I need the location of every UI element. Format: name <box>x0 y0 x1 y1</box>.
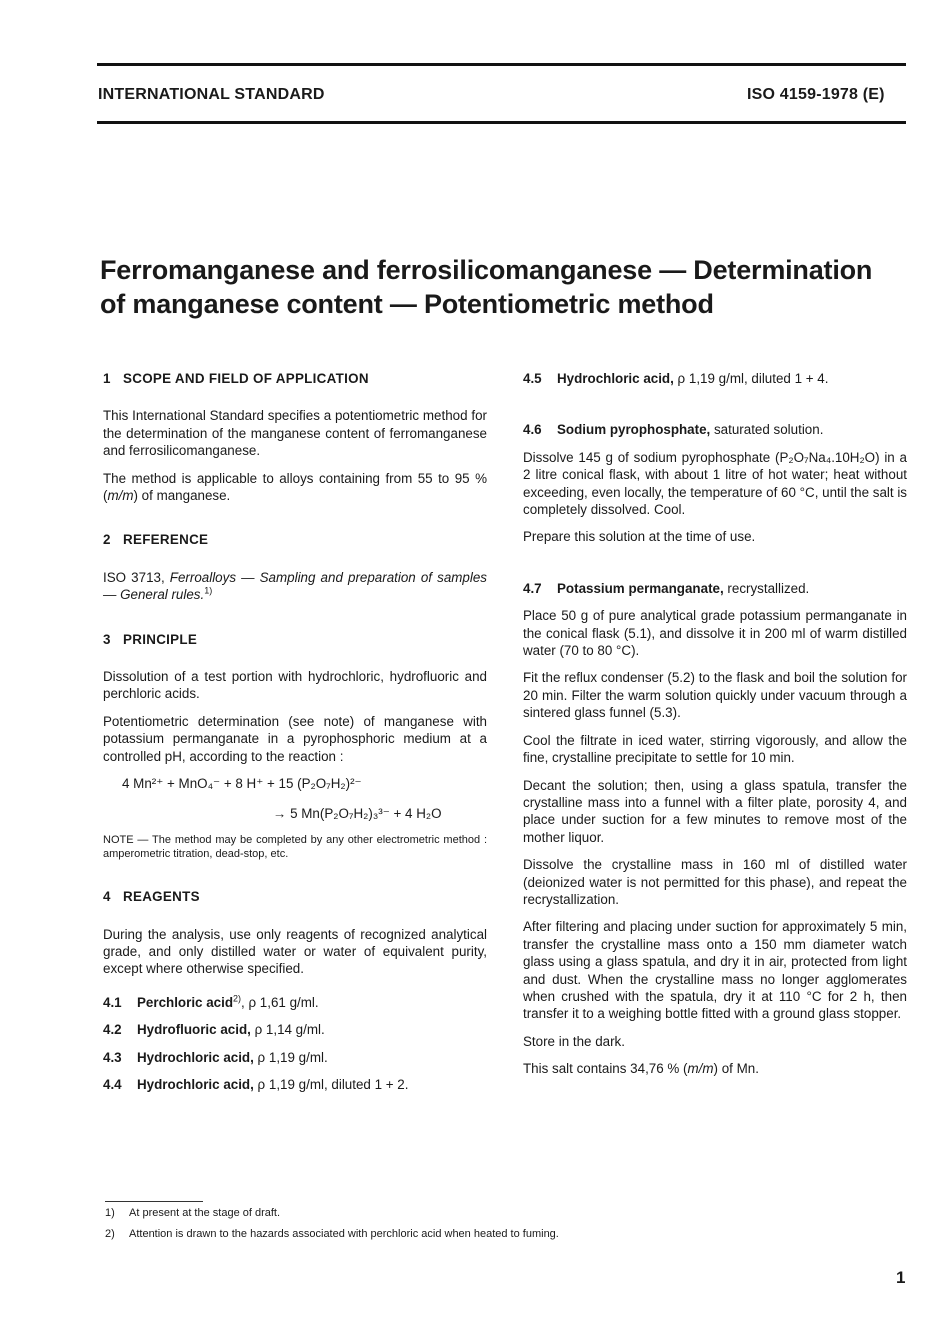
paragraph: Dissolution of a test portion with hydrochloric, hydrofluoric and perchloric acids. <box>103 669 487 702</box>
paragraph: During the analysis, use only reagents of recognized analytical grade, and only distilled water or water of equivalent purity, except where otherwise specified. <box>103 926 487 977</box>
paragraph: Dissolve the crystalline mass in 160 ml of distilled water (deionized water is not permitted for this phase), and repeat the recrystallization. <box>523 857 907 907</box>
reagent-item: 4.5 Hydrochloric acid, ρ 1,19 g/ml, diluted 1 + 4. <box>523 371 829 386</box>
reagent-item: 4.4 Hydrochloric acid, ρ 1,19 g/ml, diluted 1 + 2. <box>103 1076 409 1092</box>
reference-entry: ISO 3713, Ferroalloys — Sampling and preparation of samples — General rules.$^{1)}$ <box>103 569 487 603</box>
paragraph: Place 50 g of pure analytical grade potassium permanganate in the conical flask (5.1), and dissolve it in 200 ml of warm distilled water (70 to 80 °C). <box>523 608 907 659</box>
left-column <box>103 370 487 1120</box>
footnote-marker: 2) <box>233 993 242 1004</box>
paragraph: This salt contains 34,76 % (m/m) of Mn. <box>523 1061 759 1077</box>
note: NOTE — The method may be completed by any other electrometric method : amperometric titration, dead-stop, etc. <box>103 834 487 861</box>
equation-line-2: → 5 Mn(P₂O₇H₂)₃³⁻ + 4 H₂O <box>273 806 442 822</box>
reagent-item: 4.3 Hydrochloric acid, ρ 1,19 g/ml. <box>103 1049 328 1065</box>
paragraph: Decant the solution; then, using a glass spatula, transfer the crystalline mass into a funnel with a filter plate, porosity 4, and place under suction for a few minutes to remove most of the mother liquor. <box>523 777 907 845</box>
reagent-4-7 <box>523 580 907 1078</box>
right-column <box>523 370 907 1105</box>
paragraph: Potentiometric determination (see note) of manganese with potassium permanganate in a pyrophosphoric medium at a controlled pH, according to the reaction : <box>103 713 487 764</box>
paragraph: Prepare this solution at the time of use. <box>523 529 756 545</box>
reagent-4-5 <box>523 370 907 387</box>
section-heading: 3 PRINCIPLE <box>103 631 198 647</box>
section-heading: 2 REFERENCE <box>103 532 209 548</box>
reagent-item: 4.7 Potassium permanganate, recrystallized. <box>523 580 810 596</box>
paragraph: Fit the reflux condenser (5.2) to the flask and boil the solution for 20 min. Filter the warm solution quickly under vacuum through a sintered glass funnel (5.3). <box>523 670 907 721</box>
section-4 <box>103 888 487 1093</box>
header-standard-label: INTERNATIONAL STANDARD <box>98 86 325 103</box>
paragraph: Store in the dark. <box>523 1033 625 1049</box>
title-line-1: Ferromanganese and ferrosilicomanganese — Determination <box>100 255 873 285</box>
reagent-item: 4.6 Sodium pyrophosphate, saturated solution. <box>523 422 824 438</box>
section-heading: 4 REAGENTS <box>103 889 200 905</box>
document-title <box>100 253 910 321</box>
section-2 <box>103 531 487 603</box>
reagent-item: 4.1 Perchloric acid$^{2)}$, ρ 1,61 g/ml. <box>103 993 319 1010</box>
paragraph: This International Standard specifies a potentiometric method for the determination of the manganese content of ferromanganese and ferrosilicomanganese. <box>103 408 487 459</box>
paragraph: Cool the filtrate in iced water, stirring vigorously, and allow the fine, crystalline precipitate to settle for 10 min. <box>523 732 907 766</box>
section-3 <box>103 631 487 861</box>
top-rule <box>97 63 906 66</box>
reagent-4-6 <box>523 421 907 545</box>
section-1 <box>103 370 487 504</box>
footnote-2: 2) Attention is drawn to the hazards associated with perchloric acid when heated to fuming. <box>105 1228 559 1240</box>
header-document-number: ISO 4159-1978 (E) <box>747 86 885 103</box>
page-number: 1 <box>896 1268 906 1287</box>
reagent-item: 4.2 Hydrofluoric acid, ρ 1,14 g/ml. <box>103 1022 325 1038</box>
title-line-2: of manganese content — Potentiometric method <box>100 289 714 319</box>
footnote-1: 1) At present at the stage of draft. <box>105 1207 281 1219</box>
paragraph: Dissolve 145 g of sodium pyrophosphate (P₂O₇Na₄.10H₂O) in a 2 litre conical flask, with about 1 litre of hot water; heat without exceeding, even locally, the temperature of 60 °C, until the salt is completely dissolved. Cool. <box>523 449 907 518</box>
section-heading: 1 SCOPE AND FIELD OF APPLICATION <box>103 371 369 386</box>
footnote-rule <box>105 1201 203 1202</box>
equation-line-1: 4 Mn²⁺ + MnO₄⁻ + 8 H⁺ + 15 (P₂O₇H₂)²⁻ <box>122 776 362 792</box>
footnote-marker: 1) <box>204 585 213 596</box>
paragraph: After filtering and placing under suction for approximately 5 min, transfer the crystalline mass onto a 150 mm diameter watch glass using a glass spatula, and dry it in air, protected from light and dust. When the crystalline mass no longer agglomerates when crushed with the spatula, dry it at 110 °C for 2 h, then transfer it to a weighing bottle fitted with a ground glass stopper. <box>523 919 907 1022</box>
reaction-equation <box>103 775 487 833</box>
paragraph: The method is applicable to alloys containing from 55 to 95 % (m/m) of manganese. <box>103 470 487 504</box>
header-rule <box>97 121 906 124</box>
